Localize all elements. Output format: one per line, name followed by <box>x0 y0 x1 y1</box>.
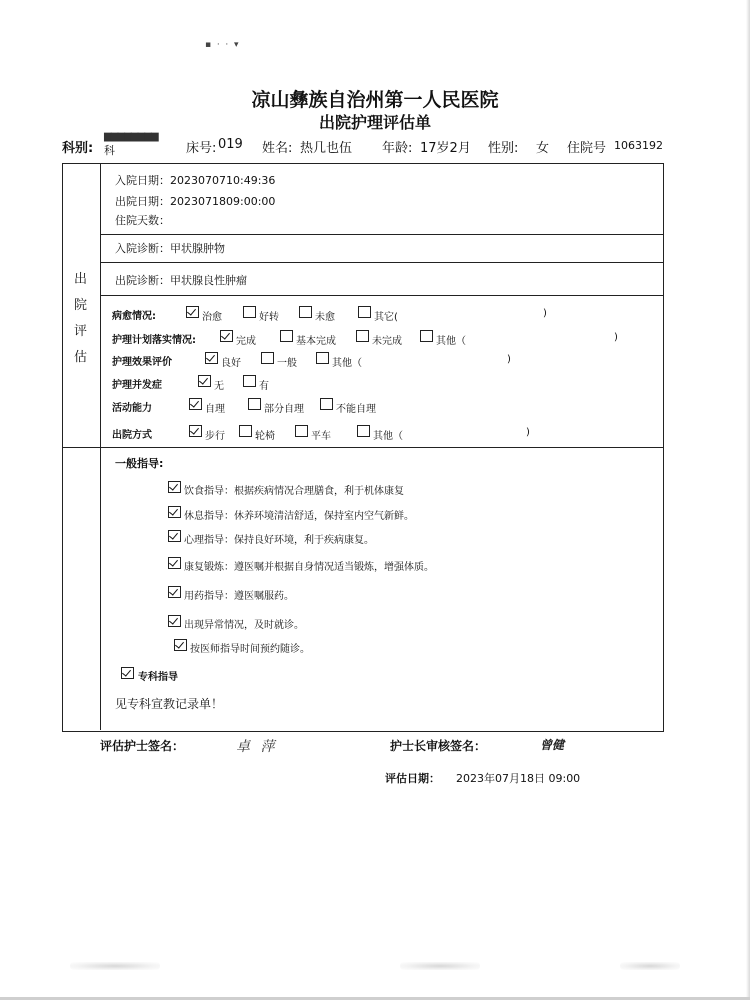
checkbox-guidance-mental[interactable] <box>168 530 181 542</box>
side-char: 出 <box>74 272 88 287</box>
dept-label: 科别: <box>62 141 94 156</box>
nurse-signature: 卓 萍 <box>236 739 278 755</box>
option-label: 部分自理 <box>264 404 304 415</box>
option-label: 一般 <box>277 358 297 369</box>
checkbox-mode-wheelchair[interactable] <box>239 425 252 437</box>
option-label: 基本完成 <box>296 336 336 347</box>
head-nurse-signature: 曾健 <box>540 738 565 752</box>
row-divider <box>100 262 663 263</box>
guidance-item: 用药指导：遵医嘱服药。 <box>184 591 294 602</box>
guidance-heading: 一般指导: <box>115 457 164 470</box>
option-label: 其它( <box>374 312 398 323</box>
checkbox-guidance-medication[interactable] <box>168 586 181 598</box>
checkbox-guidance-diet[interactable] <box>168 481 181 493</box>
bed-value: 019 <box>218 137 243 152</box>
checkbox-plan-complete[interactable] <box>220 330 233 342</box>
guidance-item: 出现异常情况，及时就诊。 <box>184 620 304 631</box>
option-label: 未愈 <box>315 312 335 323</box>
scan-smudge <box>70 962 160 970</box>
assess-label-recovery: 病愈情况: <box>112 311 156 322</box>
checkbox-recovery-improved[interactable] <box>243 306 256 318</box>
paren-close: ) <box>543 308 547 319</box>
option-label: 无 <box>214 381 224 392</box>
checkbox-mode-stretcher[interactable] <box>295 425 308 437</box>
side-char: 估 <box>74 350 88 365</box>
option-label: 有 <box>259 381 269 392</box>
option-label: 其他（ <box>436 336 466 347</box>
checkbox-complication-yes[interactable] <box>243 375 256 387</box>
assess-label-discharge-mode: 出院方式 <box>112 430 152 441</box>
checkbox-complication-none[interactable] <box>198 375 211 387</box>
admit-diagnosis: 入院诊断：甲状腺肿物 <box>115 242 225 255</box>
dept-overlap-scribble: ▆▆▆▆▆▆▆▆ <box>104 131 158 142</box>
scan-edge-right <box>746 0 750 1000</box>
guidance-item: 休息指导：休养环境清洁舒适，保持室内空气新鲜。 <box>184 511 414 522</box>
row-divider <box>100 295 663 296</box>
option-label: 平车 <box>311 431 331 442</box>
guidance-item: 康复锻炼：遵医嘱并根据自身情况适当锻炼，增强体质。 <box>184 562 434 573</box>
guidance-item: 心理指导：保持良好环境，利于疾病康复。 <box>184 535 374 546</box>
checkbox-effect-other[interactable] <box>316 352 329 364</box>
discharge-diagnosis: 出院诊断：甲状腺良性肿瘤 <box>115 274 247 287</box>
hospital-name: 凉山彝族自治州第一人民医院 <box>251 89 499 111</box>
checkbox-activity-none[interactable] <box>320 398 333 410</box>
option-label: 步行 <box>205 431 225 442</box>
checkbox-guidance-rest[interactable] <box>168 506 181 518</box>
name-value: 热几也伍 <box>300 141 353 156</box>
option-label: 完成 <box>236 336 256 347</box>
checkbox-mode-other[interactable] <box>357 425 370 437</box>
checkbox-activity-partial[interactable] <box>248 398 261 410</box>
checkbox-effect-good[interactable] <box>205 352 218 364</box>
option-label: 其他（ <box>332 358 362 369</box>
sex-value: 女 <box>536 141 550 156</box>
checkbox-guidance-abnormal[interactable] <box>168 615 181 627</box>
guidance-item: 按医师指导时间预约随诊。 <box>190 644 310 655</box>
nurse-signature-label: 评估护士签名： <box>100 739 185 753</box>
option-label: 未完成 <box>372 336 402 347</box>
admission-no-value: 1063192 <box>614 139 663 152</box>
scan-smudge <box>620 962 680 970</box>
assess-label-effect: 护理效果评价 <box>112 357 172 368</box>
assess-label-plan: 护理计划落实情况: <box>112 335 196 346</box>
sex-label: 性别: <box>488 141 519 156</box>
checkbox-activity-self[interactable] <box>189 398 202 410</box>
special-guidance-label: 专科指导 <box>138 672 178 683</box>
side-char: 评 <box>74 324 88 339</box>
option-label: 自理 <box>205 404 225 415</box>
admit-date: 入院日期：2023070710:49:36 <box>115 174 276 187</box>
form-title: 出院护理评估单 <box>318 113 431 132</box>
assess-label-complication: 护理并发症 <box>112 380 162 391</box>
discharge-date: 出院日期：2023071809:00:00 <box>115 195 276 208</box>
option-label: 好转 <box>259 312 279 323</box>
checkbox-recovery-cured[interactable] <box>186 306 199 318</box>
option-label: 良好 <box>221 358 241 369</box>
paren-close: ) <box>614 332 618 343</box>
bed-label: 床号: <box>186 141 217 156</box>
assess-label-activity: 活动能力 <box>112 403 152 414</box>
option-label: 治愈 <box>202 312 222 323</box>
checkbox-guidance-rehab[interactable] <box>168 557 181 569</box>
checkbox-plan-incomplete[interactable] <box>356 330 369 342</box>
checkbox-recovery-uncured[interactable] <box>299 306 312 318</box>
age-label: 年龄: <box>382 141 413 156</box>
checkbox-plan-other[interactable] <box>420 330 433 342</box>
paren-close: ) <box>507 354 511 365</box>
checkbox-special-guidance[interactable] <box>121 667 134 679</box>
option-label: 其他（ <box>373 431 403 442</box>
side-char: 院 <box>74 298 88 313</box>
checkbox-mode-walk[interactable] <box>189 425 202 437</box>
age-value: 17岁2月 <box>420 141 471 156</box>
hospital-days: 住院天数： <box>115 214 170 227</box>
section-divider <box>62 447 663 448</box>
head-nurse-signature-label: 护士长审核签名： <box>390 739 487 753</box>
checkbox-guidance-followup[interactable] <box>174 639 187 651</box>
row-divider <box>100 234 663 235</box>
name-label: 姓名: <box>262 141 293 156</box>
checkbox-plan-mostly[interactable] <box>280 330 293 342</box>
dept-value: 科 <box>104 144 115 157</box>
option-label: 轮椅 <box>255 431 275 442</box>
eval-date-label: 评估日期： <box>385 772 440 785</box>
admission-no-label: 住院号 <box>567 141 607 156</box>
special-guidance-note: 见专科宣教记录单！ <box>115 697 224 711</box>
paren-close: ) <box>526 427 530 438</box>
checkbox-recovery-other[interactable] <box>358 306 371 318</box>
checkbox-effect-fair[interactable] <box>261 352 274 364</box>
scan-smudge <box>400 962 480 970</box>
scan-specks: ▪ · · ▾ <box>205 40 239 50</box>
guidance-item: 饮食指导：根据疾病情况合理膳食，利于机体康复 <box>184 486 404 497</box>
eval-date-value: 2023年07月18日 09:00 <box>456 772 581 785</box>
option-label: 不能自理 <box>336 404 376 415</box>
